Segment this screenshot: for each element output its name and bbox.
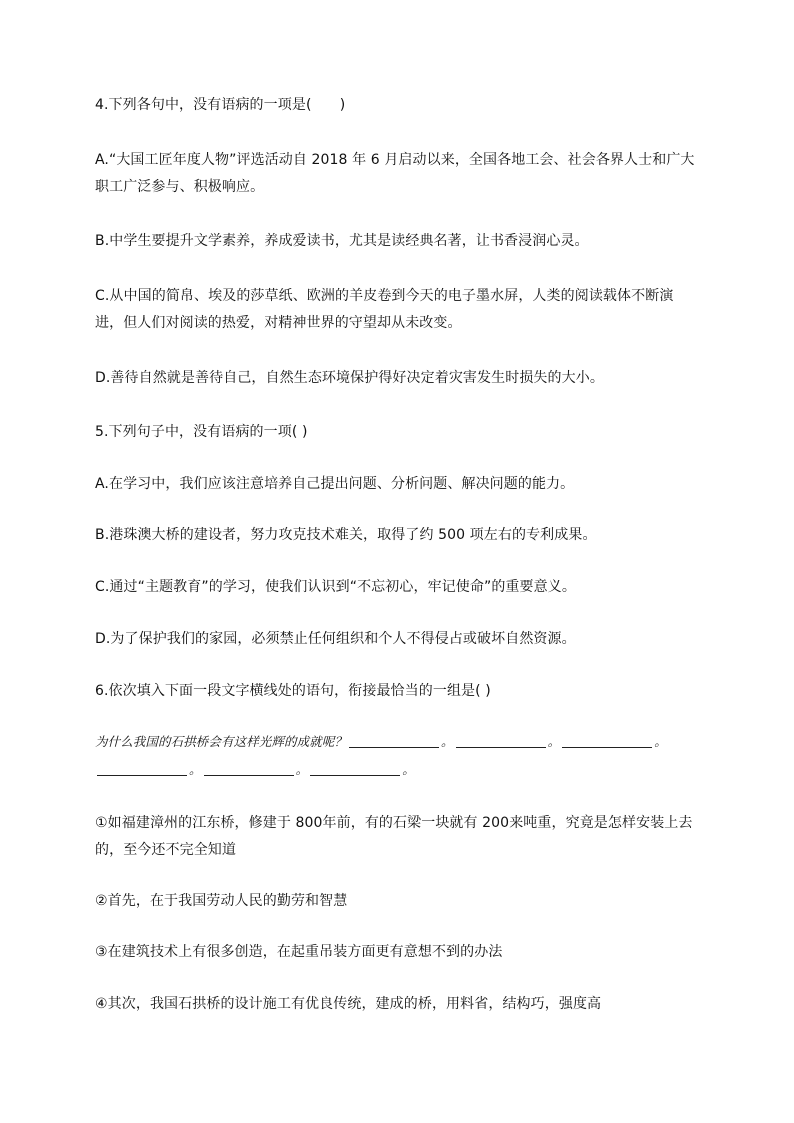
answer-blank-5 bbox=[204, 761, 294, 776]
q4-option-b: B.中学生要提升文学素养，养成爱读书，尤其是读经典名著，让书香浸润心灵。 bbox=[95, 233, 589, 249]
q4-stem: 4.下列各句中，没有语病的一项是( ) bbox=[95, 97, 346, 113]
q5-option-c: C.通过“主题教育”的学习，使我们认识到“不忘初心，牢记使命”的重要意义。 bbox=[95, 579, 576, 595]
q4-option-a-line1: A.“大国工匠年度人物”评选活动自 2018 年 6 月启动以来，全国各地工会、社会各界人士和广大 bbox=[95, 152, 695, 168]
answer-blank-3 bbox=[562, 733, 652, 748]
q5-option-b: B.港珠澳大桥的建设者，努力攻克技术难关，取得了约 500 项左右的专利成果。 bbox=[95, 527, 597, 543]
q6-item-2: ②首先，在于我国劳动人民的勤劳和智慧 bbox=[95, 893, 348, 909]
answer-blank-2 bbox=[456, 733, 546, 748]
q4-option-d: D.善待自然就是善待自己，自然生态环境保护得好决定着灾害发生时损失的大小。 bbox=[95, 370, 604, 386]
q4-option-c-line2: 进，但人们对阅读的热爱，对精神世界的守望却从未改变。 bbox=[95, 315, 462, 331]
blank-period: 。 bbox=[189, 762, 202, 777]
q5-option-a: A.在学习中，我们应该注意培养自己提出问题、分析问题、解决问题的能力。 bbox=[95, 476, 575, 492]
answer-blank-6 bbox=[310, 761, 400, 776]
q4-option-a-line2: 职工广泛参与、积极响应。 bbox=[95, 179, 265, 195]
q6-item-4: ④其次，我国石拱桥的设计施工有优良传统，建成的桥，用料省，结构巧，强度高 bbox=[95, 996, 602, 1012]
blank-period: 。 bbox=[441, 734, 454, 749]
q6-item-1-line2: 的，至今还不完全知道 bbox=[95, 842, 236, 858]
blank-period: 。 bbox=[295, 762, 309, 777]
answer-blank-1 bbox=[349, 733, 439, 748]
q6-item-3: ③在建筑技术上有很多创造，在起重吊装方面更有意想不到的办法 bbox=[95, 944, 503, 960]
q6-passage-line1 bbox=[95, 729, 700, 755]
q6-passage-text: 为什么我国的石拱桥会有这样光辉的成就呢？ bbox=[95, 734, 348, 749]
blank-period: 。 bbox=[402, 762, 415, 777]
blank-period: 。 bbox=[547, 734, 561, 749]
q5-option-d: D.为了保护我们的家园，必须禁止任何组织和个人不得侵占或破坏自然资源。 bbox=[95, 631, 576, 647]
q6-passage-line2 bbox=[95, 757, 700, 783]
q6-stem: 6.依次填入下面一段文字横线处的语句，衔接最恰当的一组是( ) bbox=[95, 683, 491, 699]
answer-blank-4 bbox=[97, 761, 187, 776]
q4-option-c-line1: C.从中国的简帛、埃及的莎草纸、欧洲的羊皮卷到今天的电子墨水屏，人类的阅读载体不断演 bbox=[95, 288, 674, 304]
q6-item-1-line1: ①如福建漳州的江东桥，修建于 800年前，有的石梁一块就有 200来吨重，究竟是怎样安装上去 bbox=[95, 815, 693, 831]
q5-stem: 5.下列句子中，没有语病的一项( ) bbox=[95, 424, 308, 440]
blank-period: 。 bbox=[654, 734, 667, 749]
